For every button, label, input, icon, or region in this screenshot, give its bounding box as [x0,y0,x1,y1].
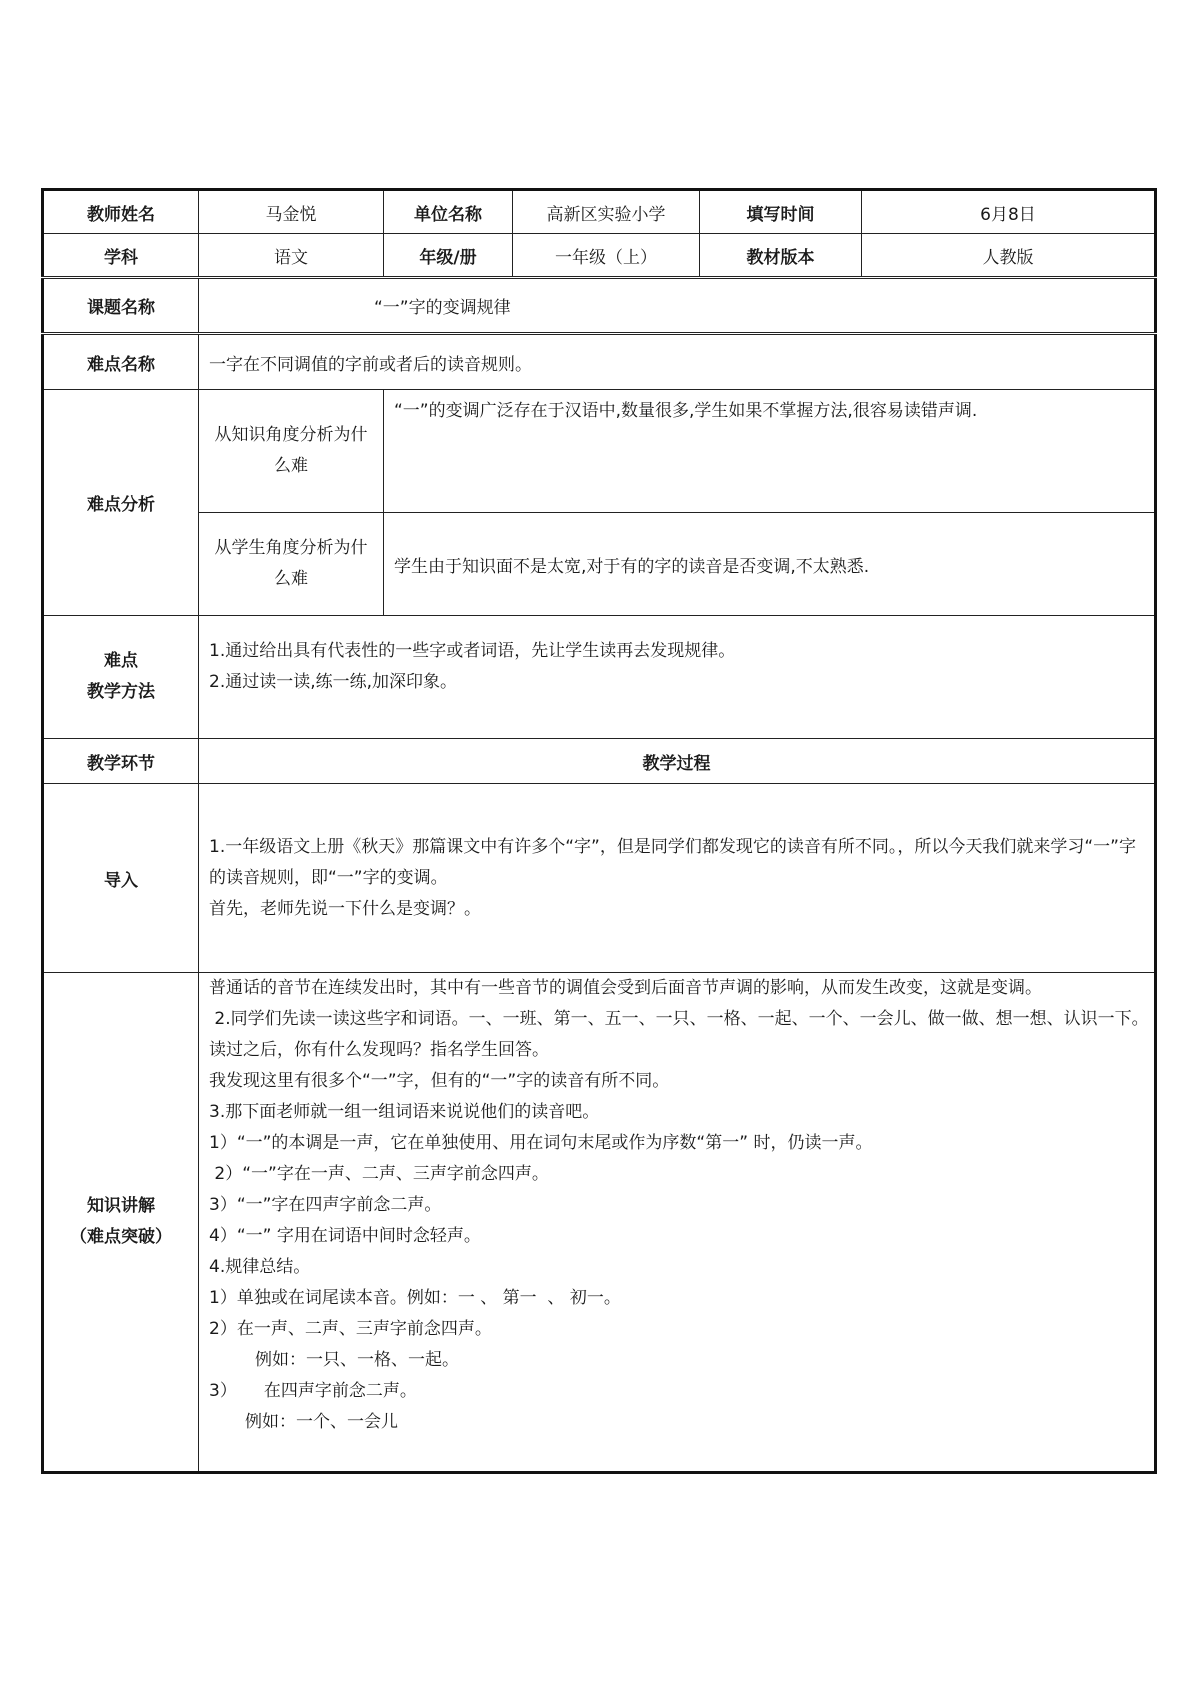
knowledge-content [199,973,1156,1473]
teacher-name-value: 马金悦 [199,190,384,234]
knowledge-row [43,973,1156,1473]
grade-label: 年级/册 [384,234,513,278]
difficulty-row [43,334,1156,390]
subject-label: 学科 [43,234,199,278]
method-label-line2: 教学方法 [87,682,155,702]
knowledge-line: 读过之后，你有什么发现吗？指名学生回答。 [209,1040,549,1060]
intro-line: 1.一年级语文上册《秋天》那篇课文中有许多个“字”，但是同学们都发现它的读音有所不同。，所以今天我们就来学习“一”字的读音规则，即“一”字的变调。 [209,836,1136,888]
analysis-student-label: 从学生角度分析为什么难 [199,513,384,616]
knowledge-line: 2）“一”字在一声、二声、三声字前念四声。 [209,1164,549,1184]
intro-label: 导入 [43,784,199,973]
header-row-1 [43,190,1156,234]
fill-time-value: 6月8日 [862,190,1156,234]
knowledge-label-line2: （难点突破） [70,1227,172,1247]
difficulty-value: 一字在不同调值的字前或者后的读音规则。 [199,334,1156,390]
textbook-label: 教材版本 [700,234,862,278]
knowledge-line: 4）“一” 字用在词语中间时念轻声。 [209,1226,481,1246]
subject-value: 语文 [199,234,384,278]
method-label-line1: 难点 [104,651,138,671]
analysis-student-value: 学生由于知识面不是太宽,对于有的字的读音是否变调,不太熟悉. [384,513,1156,616]
analysis-knowledge-label: 从知识角度分析为什么难 [199,390,384,513]
unit-name-value: 高新区实验小学 [513,190,700,234]
knowledge-line: 3） 在四声字前念二声。 [209,1381,417,1401]
fill-time-label: 填写时间 [700,190,862,234]
analysis-label: 难点分析 [43,390,199,616]
knowledge-line: 3）“一”字在四声字前念二声。 [209,1195,442,1215]
textbook-value: 人教版 [862,234,1156,278]
analysis-student-row [43,513,1156,616]
topic-label: 课题名称 [43,278,199,334]
difficulty-label: 难点名称 [43,334,199,390]
lesson-plan-sheet [41,188,1154,1474]
lesson-plan-table [41,188,1157,1474]
method-line: 2.通过读一读,练一练,加深印象。 [209,672,458,692]
knowledge-label-line1: 知识讲解 [87,1196,155,1216]
knowledge-line: 普通话的音节在连续发出时，其中有一些音节的调值会受到后面音节声调的影响，从而发生改变，这就是变调。 [209,978,1042,998]
method-line: 1.通过给出具有代表性的一些字或者词语，先让学生读再去发现规律。 [209,641,736,661]
process-header: 教学过程 [199,739,1156,784]
process-header-row [43,739,1156,784]
knowledge-line: 我发现这里有很多个“一”字，但有的“一”字的读音有所不同。 [209,1071,670,1091]
intro-row [43,784,1156,973]
knowledge-line: 例如：一只、一格、一起。 [255,1350,459,1370]
analysis-knowledge-row [43,390,1156,513]
knowledge-line: 4.规律总结。 [209,1257,311,1277]
knowledge-line: 2）在一声、二声、三声字前念四声。 [209,1319,492,1339]
method-content [199,616,1156,739]
knowledge-line: 3.那下面老师就一组一组词语来说说他们的读音吧。 [209,1102,600,1122]
stage-header: 教学环节 [43,739,199,784]
header-row-2 [43,234,1156,278]
topic-row [43,278,1156,334]
method-label [43,616,199,739]
knowledge-line: 例如：一个、一会儿 [245,1412,398,1432]
method-row [43,616,1156,739]
intro-line: 首先，老师先说一下什么是变调？。 [209,898,481,919]
unit-name-label: 单位名称 [384,190,513,234]
topic-value: “一”字的变调规律 [199,278,1156,334]
knowledge-line: 1）“一”的本调是一声，它在单独使用、用在词句末尾或作为序数“第一” 时，仍读一声。 [209,1133,873,1153]
knowledge-label [43,973,199,1473]
knowledge-line: 2.同学们先读一读这些字和词语。一、一班、第一、五一、一只、一格、一起、一个、一会儿、做一做、想一想、认识一下。 [209,1009,1149,1029]
teacher-name-label: 教师姓名 [43,190,199,234]
grade-value: 一年级（上） [513,234,700,278]
analysis-knowledge-value: “一”的变调广泛存在于汉语中,数量很多,学生如果不掌握方法,很容易读错声调. [384,390,1156,513]
intro-content [199,784,1156,973]
knowledge-line: 1）单独或在词尾读本音。例如：一 、 第一 、 初一。 [209,1288,621,1308]
